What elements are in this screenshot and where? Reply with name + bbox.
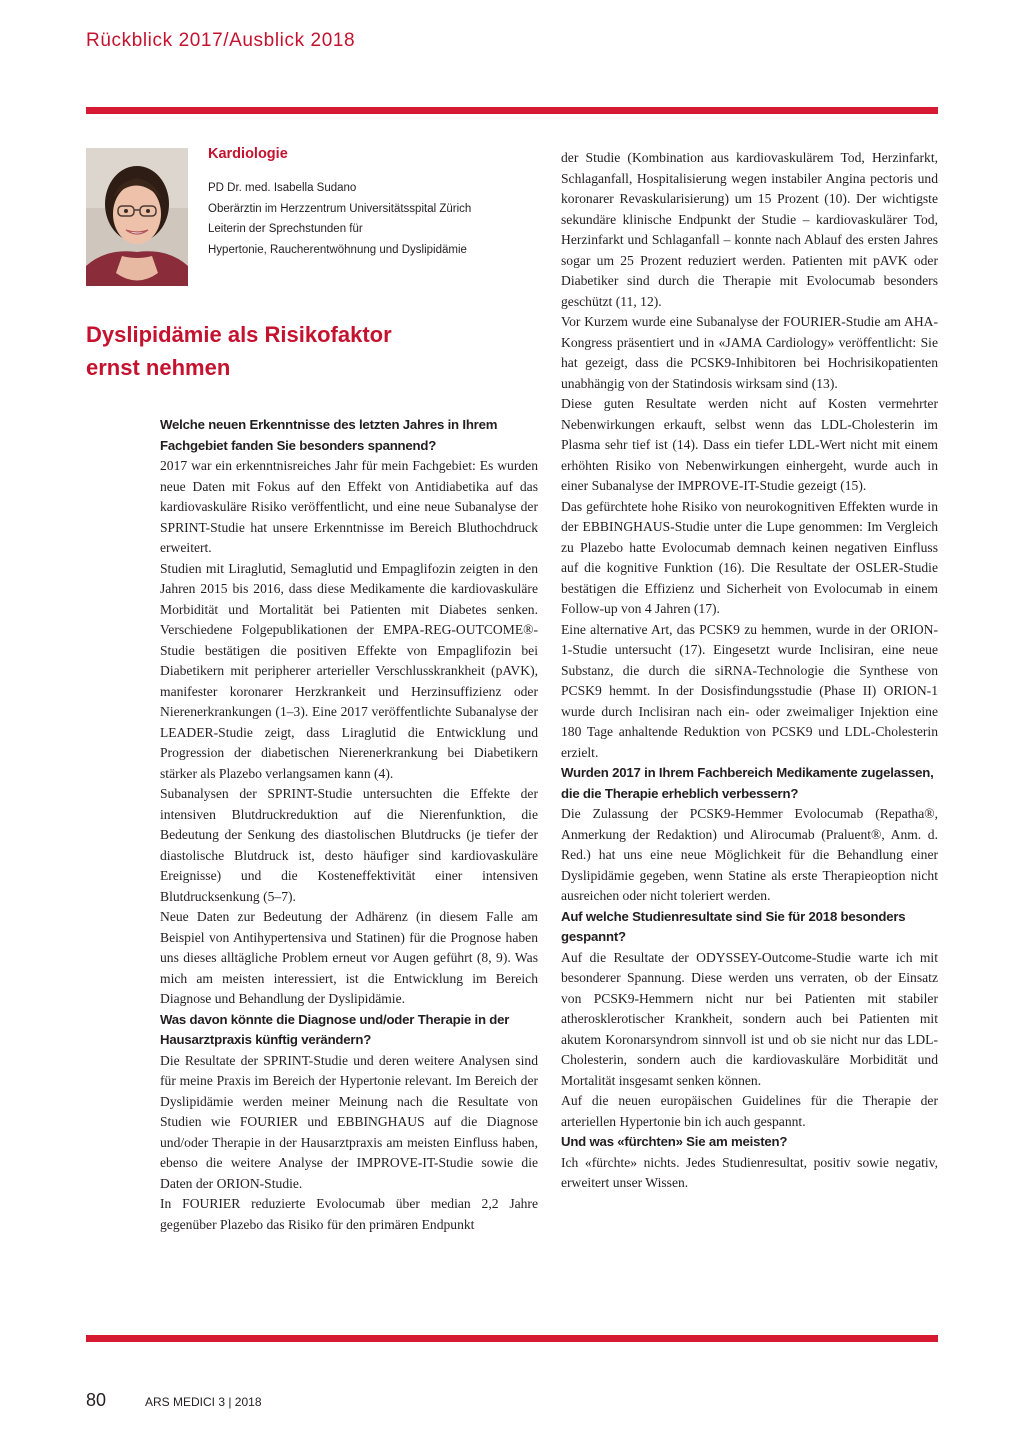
paragraph: Diese guten Resultate werden nicht auf Kosten vermehrter Nebenwirkungen erkauft, selbst wenn das LDL-Cholesterin im Plasma sehr tief ist (14). Dass ein tiefer LDL-Wert nicht mit einem erhöhten Risiko von Nebenwirkungen einhergeht, wurde auch in einer Subanalyse der IMPROVE-IT-Studie gezeigt (15). — [561, 396, 938, 493]
paragraph: der Studie (Kombination aus kardiovaskulärem Tod, Herzinfarkt, Schlaganfall, Hospitalisierung wegen instabiler Angina pectoris und koronarer Revaskularisierung) um 15 Prozent (10). Der wichtigste sekundäre klinische Endpunkt der Studie – kardiovaskulärer Tod, Herzinfarkt und Schlaganfall – konnte nach Ablauf des ersten Jahres sogar um 25 Prozent reduziert werden. Patienten mit pAVK oder Diabetiker sind durch die Therapie mit Evolocumab besonders geschützt (11, 12). — [561, 150, 938, 309]
left-column — [160, 415, 538, 1235]
section-label: Kardiologie — [208, 146, 288, 162]
author-info — [208, 178, 548, 260]
interview-question: Was davon könnte die Diagnose und/oder Therapie in der Hausarztpraxis künftig verändern? — [160, 1011, 510, 1047]
paragraph: Auf die Resultate der ODYSSEY-Outcome-Studie warte ich mit besonderer Spannung. Diese werden uns verraten, ob der Einsatz von PCSK9-Hemmern nicht nur bei Patienten mit stabiler atherosklerotischer Krankheit, sondern auch bei Patienten mit akutem Koronarsyndrom sinnvoll ist und ob sie nicht nur das LDL-Cholesterin, sondern auch die kardiovaskuläre Morbidität und Mortalität insgesamt senken können. — [561, 949, 938, 1088]
author-role: Oberärztin im Herzzentrum Universitätsspital Zürich — [208, 202, 472, 215]
author-name: PD Dr. med. Isabella Sudano — [208, 182, 357, 194]
interview-question: Auf welche Studienresultate sind Sie für 2018 besonders gespannt? — [561, 908, 906, 944]
author-portrait — [86, 148, 188, 286]
paragraph: Vor Kurzem wurde eine Subanalyse der FOURIER-Studie am AHA-Kongress präsentiert und in «JAMA Cardiology» veröffentlicht: Sie hat gezeigt, dass die PCSK9-Inhibitoren bei Hochrisikopatienten unabhängig von der Statindosis wirksam sind (13). — [561, 314, 938, 391]
article-title — [86, 318, 486, 384]
article-title-line: Dyslipidämie als Risikofaktor — [86, 322, 392, 347]
bottom-rule — [86, 1335, 938, 1342]
paragraph: Die Zulassung der PCSK9-Hemmer Evolocumab (Repatha®, Anmerkung der Redaktion) und Alirocumab (Praluent®, Anm. d. Red.) hat uns eine neue Möglichkeit für die Behandlung einer Dyslipidämie gegeben, wenn Statine als erste Therapieoption nicht ausreichen oder nicht toleriert werden. — [561, 806, 938, 903]
paragraph: Subanalysen der SPRINT-Studie untersuchten die Effekte der intensiven Blutdruckreduktion auf die Nierenfunktion, die Bedeutung der Senkung des diastolischen Blutdrucks (je tiefer der diastolische Blutdruck ist, desto häufiger sind kardiovaskuläre Ereignisse) und die Kosteneffektivität einer intensiven Blutdrucksenkung (5–7). — [160, 786, 538, 904]
interview-question: Wurden 2017 in Ihrem Fachbereich Medikamente zugelassen, die die Therapie erheblich verbessern? — [561, 765, 934, 801]
right-column — [561, 148, 938, 1194]
paragraph: In FOURIER reduzierte Evolocumab über median 2,2 Jahre gegenüber Plazebo das Risiko für den primären Endpunkt — [160, 1196, 538, 1232]
article-title-line: ernst nehmen — [86, 355, 231, 380]
author-role: Hypertonie, Raucherentwöhnung und Dyslipidämie — [208, 243, 467, 256]
paragraph: Studien mit Liraglutid, Semaglutid und Empaglifozin zeigten in den Jahren 2015 bis 2016, dass diese Medikamente die kardiovaskuläre Morbidität und Mortalität bei Patienten mit Diabetes senken. Verschiedene Folgepublikationen der EMPA-REG-OUTCOME®-Studie bestätigen die positiven Effekte von Empaglifozin bei Diabetikern mit peripherer arterieller Verschlusskrankheit (pAVK), manifester koronarer Herzkrankeit und Herzinsuffizienz oder Nierenerkrankungen (1–3). Eine 2017 veröffentlichte Subanalyse der LEADER-Studie zeigt, dass Liraglutid die Entwicklung und Progression der diabetischen Nierenerkrankung bei Diabetikern stärker als Plazebo verlangsamen kann (4). — [160, 560, 538, 781]
paragraph: Die Resultate der SPRINT-Studie und deren weitere Analysen sind für meine Praxis im Bereich der Hypertonie relevant. Im Bereich der Dyslipidämie werden meiner Meinung nach die Resultate von Studien wie FOURIER und EBBINGHAUS auf die Diagnose und/oder Therapie in der Hausarztpraxis am meisten Einfluss haben, ebenso die weitere Analyse der IMPROVE-IT-Studie sowie die Daten der ORION-Studie. — [160, 1052, 538, 1191]
paragraph: Das gefürchtete hohe Risiko von neurokognitiven Effekten wurde in der EBBINGHAUS-Studie unter die Lupe genommen: Im Vergleich zu Plazebo hatte Evolocumab demnach keinen negativen Einfluss auf die kognitive Funktion (16). Die Resultate der OSLER-Studie bestätigen die Effizienz und Sicherheit von Evolocumab in einem Follow-up von 4 Jahren (17). — [561, 498, 938, 616]
page-number: 80 — [86, 1390, 107, 1410]
journal-name: ARS MEDICI 3 | 2018 — [145, 1395, 262, 1409]
paragraph: Auf die neuen europäischen Guidelines für die Therapie der arteriellen Hypertonie bin ich auch gespannt. — [561, 1093, 938, 1129]
paragraph: Ich «fürchte» nichts. Jedes Studienresultat, positiv sowie negativ, erweitert unser Wissen. — [561, 1154, 938, 1190]
author-role: Leiterin der Sprechstunden für — [208, 223, 363, 235]
top-rule — [86, 107, 938, 114]
running-header: Rückblick 2017/Ausblick 2018 — [86, 30, 356, 51]
paragraph: Eine alternative Art, das PCSK9 zu hemmen, wurde in der ORION-1-Studie untersucht (17). Eingesetzt wurde Inclisiran, eine neue Substanz, die durch die siRNA-Technologie die Synthese von PCSK9 hemmt. In der Dosisfindungsstudie (Phase II) ORION-1 wurde durch Inclisiran nach ein- oder zweimaliger Injektion eine 180 Tage anhaltende Reduktion von PCSK9 und LDL-Cholesterin erzielt. — [561, 621, 938, 760]
paragraph: 2017 war ein erkenntnisreiches Jahr für mein Fachgebiet: Es wurden neue Daten mit Fokus auf den Effekt von Antidiabetika auf das kardiovaskuläre Risiko veröffentlicht, und eine neue Subanalyse der SPRINT-Studie hat unsere Erkenntnisse im Bereich Bluthochdruck erweitert. — [160, 458, 538, 555]
paragraph: Neue Daten zur Bedeutung der Adhärenz (in diesem Falle am Beispiel von Antihypertensiva und Statinen) für die Prognose haben uns dieses alltägliche Problem erneut vor Augen geführt (8, 9). Was mich am meisten interessiert, ist die Entwicklung im Bereich Diagnose und Behandlung der Dyslipidämie. — [160, 909, 538, 1006]
interview-question: Und was «fürchten» Sie am meisten? — [561, 1134, 788, 1149]
interview-question: Welche neuen Erkenntnisse des letzten Jahres in Ihrem Fachgebiet fanden Sie besonders spannend? — [160, 417, 498, 453]
